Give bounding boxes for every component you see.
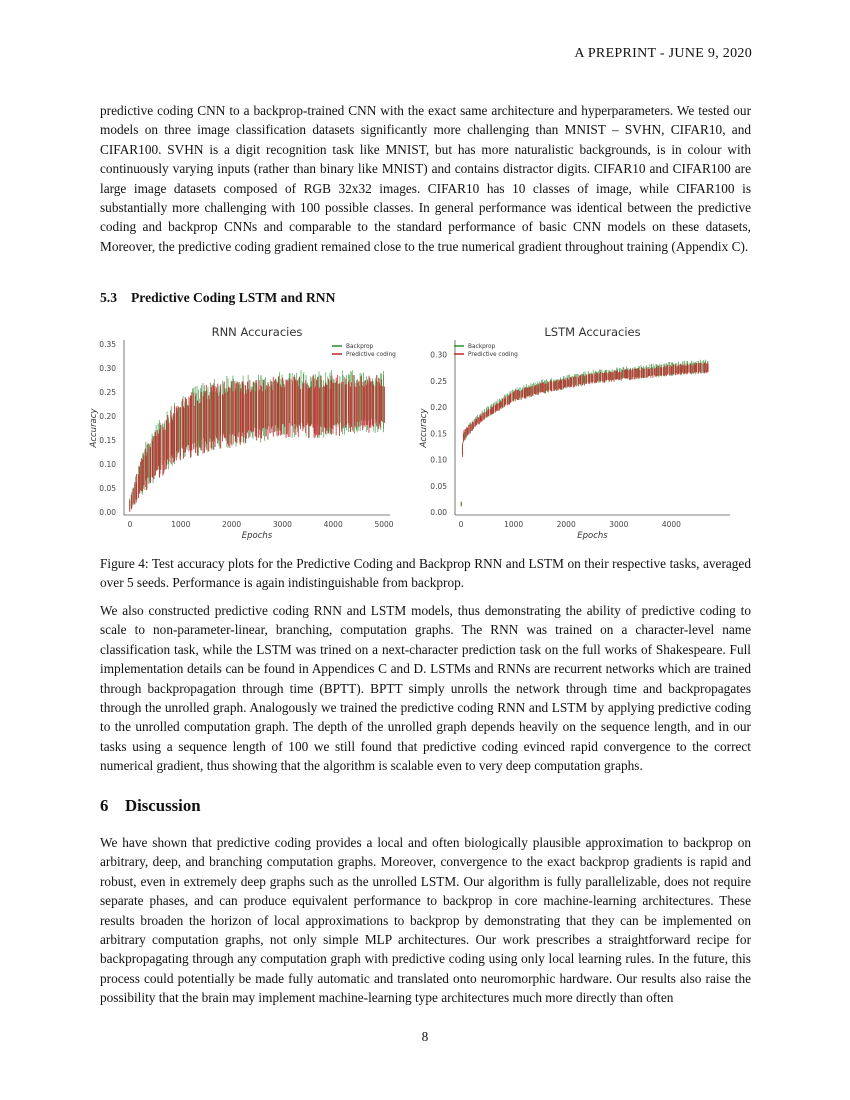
x-tick-label: 0: [127, 520, 133, 529]
y-tick-label: 0.25: [430, 376, 447, 386]
running-header: A PREPRINT - JUNE 9, 2020: [574, 46, 752, 61]
x-axis-label: Epochs: [577, 531, 608, 541]
x-tick-label: 0: [458, 520, 464, 529]
legend-label: Predictive coding: [468, 352, 518, 359]
x-tick-label: 3000: [609, 520, 629, 529]
x-tick-label: 2000: [556, 520, 576, 529]
paragraph-discussion: We have shown that predictive coding provides a local and often biologically plausible approximation to backprop on arbitrary, deep, and branching computation graphs. Moreover, convergence to the exact backprop gradients is rapid and robust, even in extremely deep graphs such as the unrolled LSTM. Our algorithm is fully parallelizable, does not require separate phases, and can produce equivalent performance to backprop in core machine-learning architectures. These results broaden the horizon of local approximations to backprop by demonstrating that they can be implemented on arbitrary computation graphs, not only simple MLP architectures. Our work prescribes a straightforward recipe for backpropagating through any computation graph with predictive coding using only local learning rules. In the future, this process could potentially be made fully automatic and translated onto neuromorphic hardware. Our results also raise the possibility that the brain may implement machine-learning type architectures much more directly than often: [100, 835, 751, 1006]
y-tick-label: 0.10: [430, 455, 447, 465]
paragraph-rnn-lstm: We also constructed predictive coding RNN and LSTM models, thus demonstrating the ability of predictive coding to scale to non-parameter-linear, branching, computation graphs. The RNN was trained on a character-level name classification task, while the LSTM was trined on a next-character prediction task on the full works of Shakespeare. Full implementation details can be found in Appendices C and D. LSTMs and RNNs are recurrent networks which are trained through backpropagation through time (BPTT). BPTT simply unrolls the network through time and backpropagates through the unrolled graph. Analogously we trained the predictive coding RNN and LSTM by applying predictive coding to the unrolled computation graph. The depth of the unrolled graph depends heavily on the sequence length, and in our tasks using a sequence length of 100 we still found that predictive coding evinced rapid convergence to the correct numerical gradient, thus showing that the algorithm is scalable even to very deep computation graphs.: [100, 603, 751, 774]
legend-label: Backprop: [468, 344, 496, 351]
y-axis-label: Accuracy: [419, 408, 429, 448]
y-tick-label: 0.05: [430, 481, 447, 491]
section-number: 5.3: [100, 290, 117, 305]
chart-title: RNN Accuracies: [211, 325, 303, 339]
legend-label: Predictive coding: [346, 352, 396, 359]
section-title: Discussion: [125, 796, 201, 815]
section-heading-5-3: [100, 290, 335, 306]
y-tick-label: 0.20: [99, 412, 116, 421]
x-axis-label: Epochs: [241, 531, 273, 541]
series-predictive-coding: [461, 362, 708, 506]
lstm-accuracy-chart: [414, 320, 744, 542]
x-tick-label: 1000: [171, 520, 191, 529]
legend-label: Backprop: [346, 344, 374, 351]
section-heading-6: [100, 796, 201, 816]
y-tick-label: 0.05: [99, 484, 116, 493]
page-number: 8: [421, 1029, 429, 1044]
x-tick-label: 4000: [661, 520, 681, 529]
x-tick-label: 5000: [374, 520, 394, 529]
paragraph-intro: predictive coding CNN to a backprop-trained CNN with the exact same architecture and hyperparameters. We tested our models on three image classification datasets significantly more challenging than MNIST – SVHN, CIFAR10, and CIFAR100. SVHN is a digit recognition task like MNIST, but has more naturalistic backgrounds, is in colour with continuously varying inputs (rather than binary like MNIST) and contains distractor digits. CIFAR10 and CIFAR100 are large image datasets composed of RGB 32x32 images. CIFAR10 has 10 classes of image, while CIFAR100 is substantially more challenging with 100 possible classes. In general performance was identical between the predictive coding and backprop CNNs and comparable to the standard performance of basic CNN models on these datasets, Moreover, the predictive coding gradient remained close to the true numerical gradient throughout training (Appendix C).: [100, 103, 751, 254]
y-tick-label: 0.30: [99, 364, 116, 373]
y-tick-label: 0.35: [99, 340, 116, 349]
y-tick-label: 0.00: [99, 508, 116, 517]
y-tick-label: 0.00: [430, 508, 447, 517]
y-tick-label: 0.15: [99, 436, 116, 445]
y-axis-label: Accuracy: [89, 408, 99, 448]
x-tick-label: 3000: [272, 520, 292, 529]
y-tick-label: 0.25: [99, 388, 116, 397]
figure-caption: Figure 4: Test accuracy plots for the Predictive Coding and Backprop RNN and LSTM on their respective tasks, averaged over 5 seeds. Performance is again indistinguishable from backprop.: [100, 556, 751, 591]
chart-title: LSTM Accuracies: [544, 325, 641, 339]
y-tick-label: 0.30: [430, 350, 447, 360]
y-tick-label: 0.10: [99, 460, 116, 469]
x-tick-label: 2000: [222, 520, 242, 529]
y-tick-label: 0.15: [430, 429, 447, 439]
section-title: Predictive Coding LSTM and RNN: [131, 290, 336, 305]
y-tick-label: 0.20: [430, 403, 447, 412]
section-number: 6: [100, 796, 109, 815]
x-tick-label: 4000: [323, 520, 343, 529]
rnn-accuracy-chart: [84, 320, 414, 542]
figure-4: [84, 320, 744, 542]
x-tick-label: 1000: [504, 520, 524, 529]
